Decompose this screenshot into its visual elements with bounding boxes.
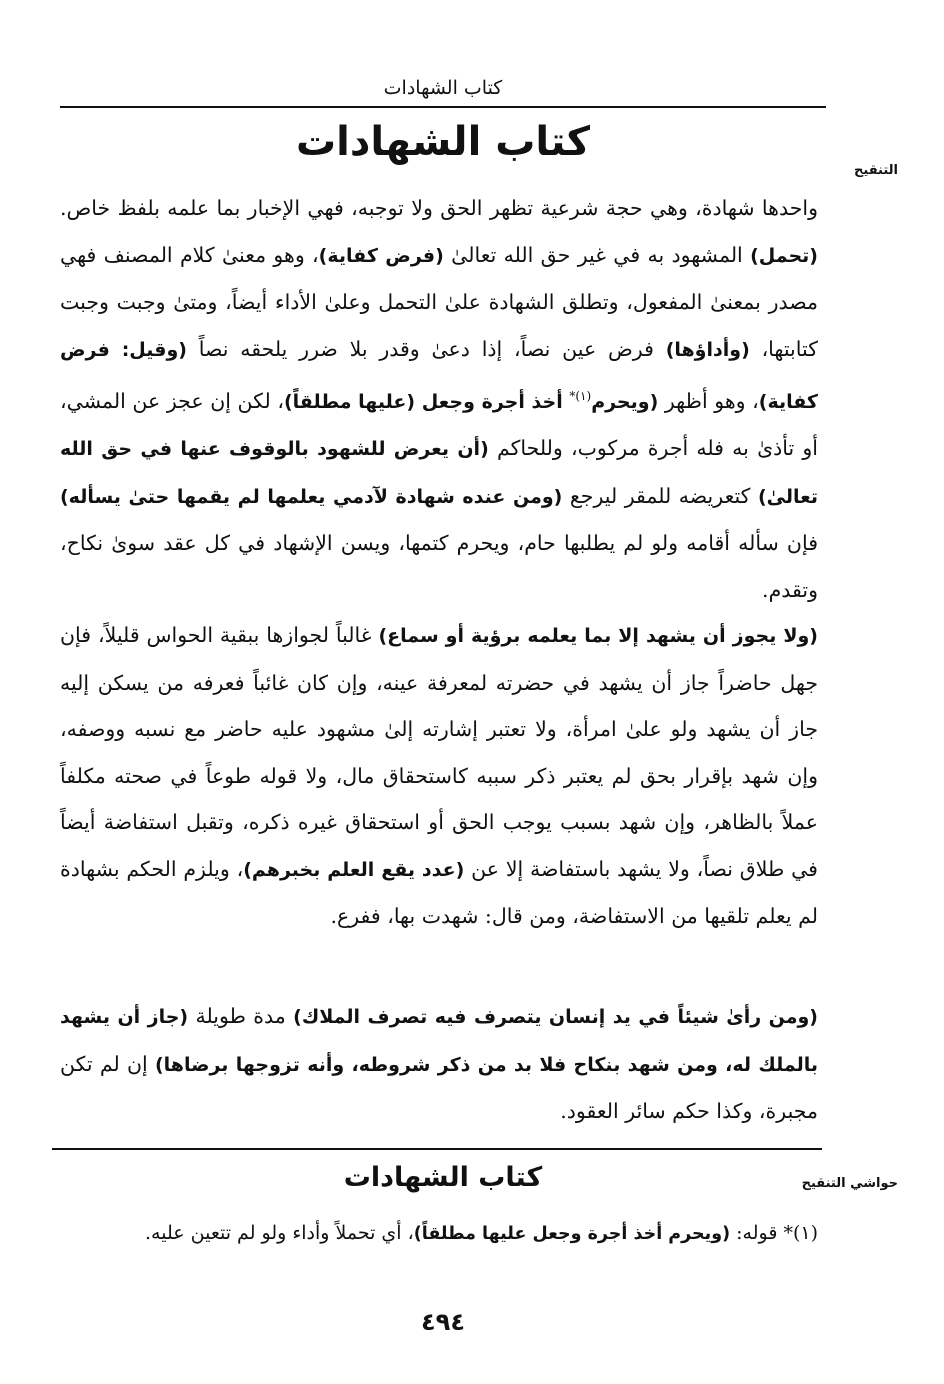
side-label-notes: حواشي التنقيح bbox=[801, 1176, 898, 1191]
bold-text: (وأداؤها) bbox=[665, 338, 750, 361]
text: واحدها شهادة، وهي حجة شرعية تظهر الحق ولا توجبه، فهي الإخبار بما علمه بلفظ خاص. bbox=[60, 196, 818, 220]
bold-text: (ومن رأىٰ شيئاً في يد إنسان يتصرف فيه تصرف الملاك) bbox=[293, 1006, 818, 1028]
bold-text: (ومن عنده شهادة لآدمي يعلمها لم يقمها حتىٰ يسأله) bbox=[60, 485, 563, 508]
text: ، ويلزم الحكم بشهادة لم يعلم تلقيها من الاستفاضة، ومن قال: شهدت بها، ففرع. bbox=[60, 856, 818, 928]
bold-text: (جاز أن يشهد بالملك له، ومن شهد بنكاح فلا بد من ذكر شروطه، وأنه تزوجها برضاها) bbox=[60, 1006, 818, 1076]
text: كتعريضه للمقر ليرجع bbox=[569, 483, 751, 508]
notes-rule bbox=[52, 1148, 822, 1150]
text: فرض عين نصاً، إذا دعىٰ وقدر بلا ضرر يلحقه نصاً bbox=[198, 336, 654, 361]
header-rule bbox=[60, 106, 826, 108]
text: ، وهو أظهر bbox=[664, 388, 759, 413]
bold-text: أخذ أجرة وجعل (عليها مطلقاً) bbox=[283, 390, 563, 413]
paragraph-2 bbox=[60, 612, 818, 940]
text: ، أي تحملاً وأداء ولو لم تتعين عليه. bbox=[145, 1222, 414, 1244]
text: إن لم تكن مجبرة، وكذا حكم سائر العقود. bbox=[60, 1051, 818, 1123]
text: مدة طويلة bbox=[195, 1004, 286, 1028]
paragraph-3 bbox=[60, 993, 818, 1135]
bold-text: (ويحرم أخذ أجرة وجعل عليها مطلقاً) bbox=[413, 1224, 731, 1244]
paragraph-1 bbox=[60, 185, 818, 613]
text: غالباً لجوازها ببقية الحواس قليلاً، فإن جهل حاضراً جاز أن يشهد في حضرته لمعرفة عينه، وإن كان غائباً فعرفه من يسكن إليه جاز أن يشهد ولو علىٰ امرأة، ولا تعتبر إشارته إلىٰ مشهود عليه حاضر مع نسبه ووصفه، وإن شهد بإقرار بحق لم يعتبر ذكر سببه كاستحقاق مال، ولا قوله طوعاً في صحته مكلفاً عملاً بالظاهر، وإن شهد بسبب يوجب الحق أو استحقاق غيره ذكره، وتقبل استفاضة أيضاً في طلاق نصاً، ولا يشهد باستفاضة إلا عن bbox=[60, 623, 818, 881]
running-header: كتاب الشهادات bbox=[383, 77, 503, 99]
text: المشهود به في غير حق الله تعالىٰ bbox=[451, 242, 743, 267]
notes-title: كتاب الشهادات bbox=[343, 1162, 543, 1193]
chapter-title: كتاب الشهادات bbox=[295, 119, 591, 165]
page-number: ٤٩٤ bbox=[421, 1308, 465, 1336]
bold-text: (تحمل) bbox=[750, 244, 818, 267]
text: ، وهو معنىٰ كلام المصنف فهي مصدر بمعنىٰ المفعول، وتطلق الشهادة علىٰ التحمل وعلىٰ الأداء أيضاً، ومتىٰ وجبت وجبت كتابتها، bbox=[60, 242, 818, 361]
footnote-prefix: (١)* قوله: bbox=[736, 1222, 818, 1244]
side-label-tanqih: التنقيح bbox=[854, 163, 898, 178]
bold-text: (ويحرم bbox=[591, 390, 659, 413]
bold-text: (أن يعرض للشهود بالوقوف عنها في حق الله تعالىٰ) bbox=[60, 438, 818, 508]
footnote-ref: (١)* bbox=[569, 389, 592, 403]
text: ، لكن إن عجز عن المشي، أو تأذىٰ به فله أجرة مركوب، وللحاكم bbox=[60, 388, 818, 461]
text: فإن سأله أقامه ولو لم يطلبها حام، ويحرم كتمها، ويسن الإشهاد في كل عقد سوىٰ نكاح، وتقدم. bbox=[60, 531, 818, 602]
bold-text: (ولا يجوز أن يشهد إلا بما يعلمه برؤية أو سماع) bbox=[378, 625, 818, 647]
footnote-1 bbox=[60, 1210, 818, 1257]
bold-text: (وقيل: فرض كفاية) bbox=[60, 338, 818, 413]
bold-text: (عدد يقع العلم بخبرهم) bbox=[243, 858, 465, 881]
bold-text: (فرض كفاية) bbox=[318, 244, 444, 267]
